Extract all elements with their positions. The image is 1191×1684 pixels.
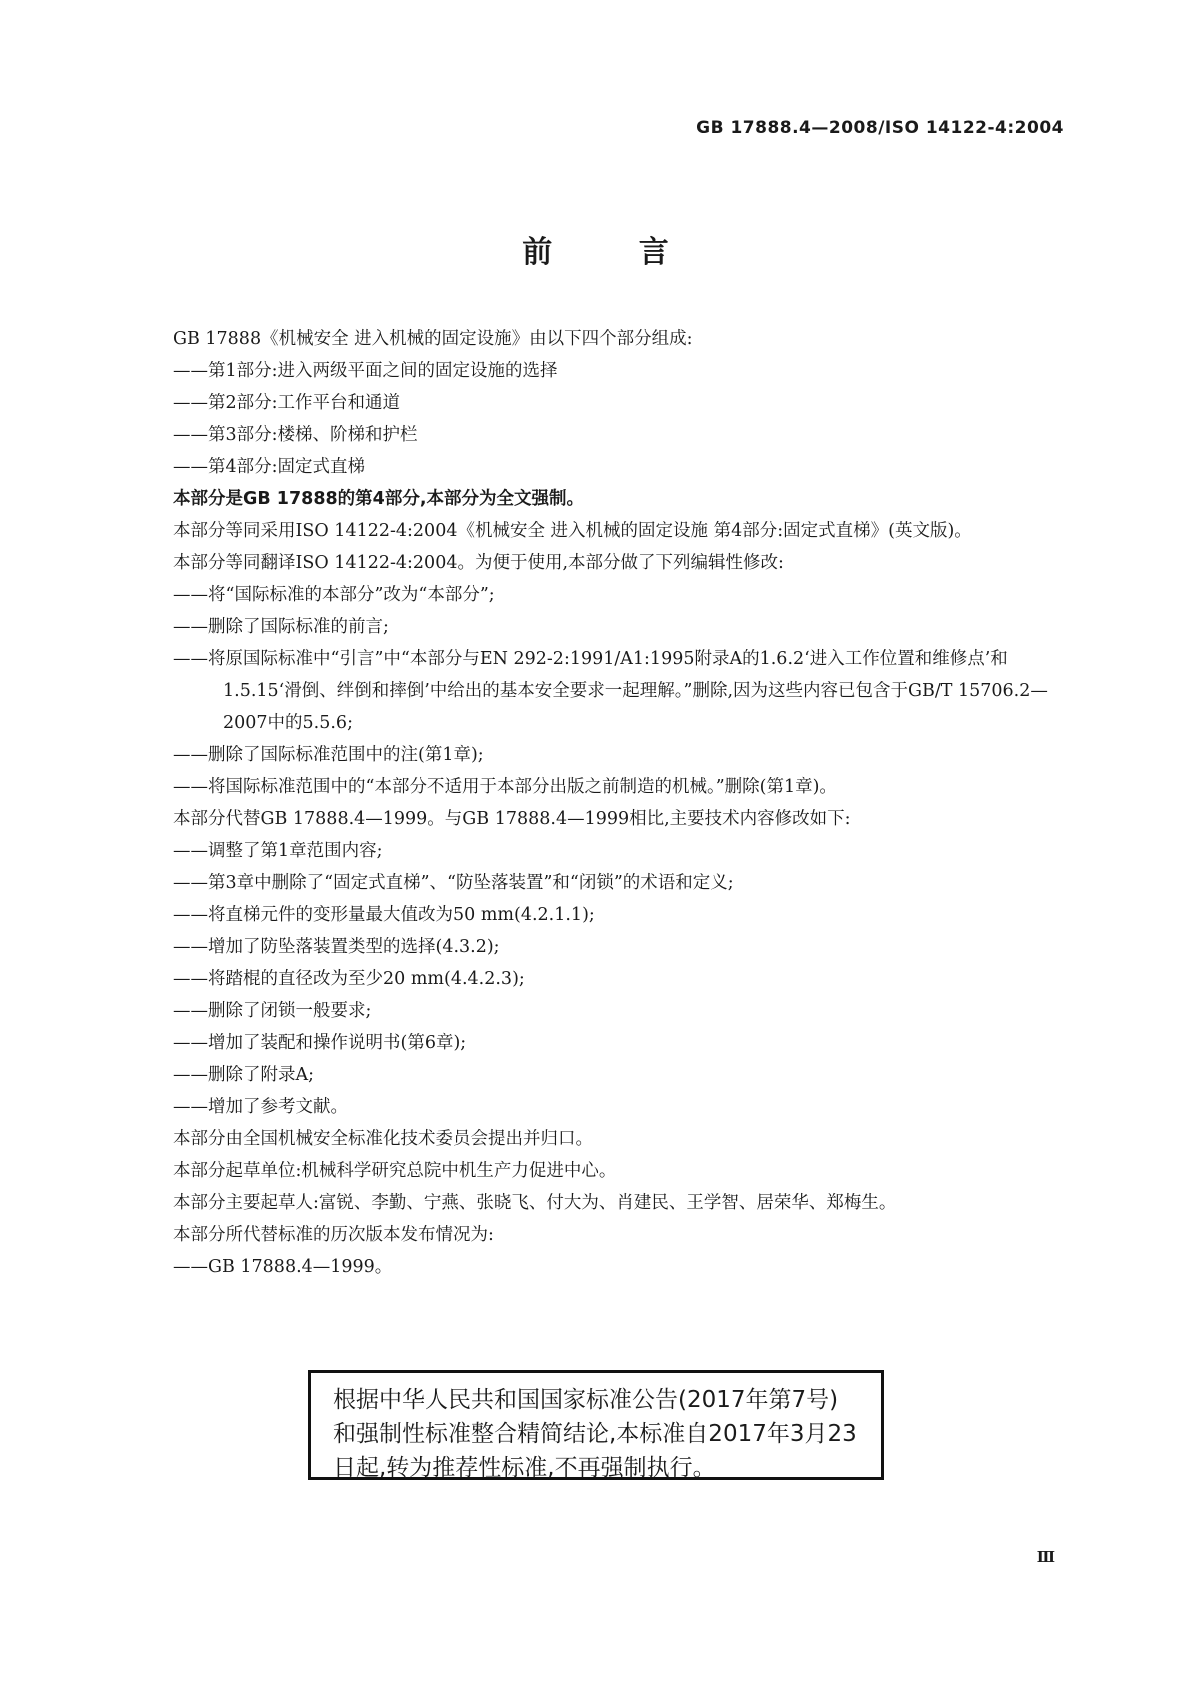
foreword-body [136,323,1061,1283]
list-item: ——删除了附录A; [173,1065,315,1085]
list-item: ——第4部分:固定式直梯 [173,457,366,477]
page-number: Ⅲ [1036,1548,1055,1566]
list-item: ——第1部分:进入两级平面之间的固定设施的选择 [173,361,558,381]
list-item: ——调整了第1章范围内容; [173,841,383,861]
paragraph: 本部分所代替标准的历次版本发布情况为: [173,1225,494,1245]
paragraph: 本部分代替GB 17888.4—1999。与GB 17888.4—1999相比,主要技术内容修改如下: [173,809,851,829]
page-title: 前 言 [522,235,707,270]
list-item: ——删除了国际标准范围中的注(第1章); [173,745,484,765]
list-item: ——第3章中删除了“固定式直梯”、“防坠落装置”和“闭锁”的术语和定义; [173,873,734,893]
paragraph: 本部分主要起草人:富锐、李勤、宁燕、张晓飞、付大为、肖建民、王学智、居荣华、郑梅生。 [173,1193,897,1213]
list-item: ——第2部分:工作平台和通道 [173,393,401,413]
list-item: ——GB 17888.4—1999。 [173,1257,393,1277]
list-item: ——增加了装配和操作说明书(第6章); [173,1033,467,1053]
paragraph: 本部分等同采用ISO 14122-4:2004《机械安全 进入机械的固定设施 第4部分:固定式直梯》(英文版)。 [173,521,972,541]
standard-number: GB 17888.4—2008/ISO 14122-4:2004 [696,118,1064,138]
paragraph: 本部分起草单位:机械科学研究总院中机生产力促进中心。 [173,1161,617,1181]
list-item: ——增加了防坠落装置类型的选择(4.3.2); [173,937,500,957]
list-item: ——增加了参考文献。 [173,1097,348,1117]
mandatory-statement: 本部分是GB 17888的第4部分,本部分为全文强制。 [173,489,585,509]
paragraph: 本部分等同翻译ISO 14122-4:2004。为便于使用,本部分做了下列编辑性修改: [173,553,784,573]
list-item: ——将“国际标准的本部分”改为“本部分”; [173,585,495,605]
notice-box: 根据中华人民共和国国家标准公告(2017年第7号)和强制性标准整合精简结论,本标准自2017年3月23日起,转为推荐性标准,不再强制执行。 [308,1370,884,1480]
list-item: ——将国际标准范围中的“本部分不适用于本部分出版之前制造的机械。”删除(第1章)。 [173,777,837,797]
list-item: ——删除了国际标准的前言; [173,617,389,637]
list-item: ——将原国际标准中“引言”中“本部分与EN 292-2:1991/A1:1995附录A的1.6.2‘进入工作位置和维修点’和1.5.15‘滑倒、绊倒和摔倒’中给出的基本安全要求一起理解。”删除,因为这些内容已包含于GB/T 15706.2—2007中的5.5.6; [173,649,1048,733]
list-item: ——将踏棍的直径改为至少20 mm(4.4.2.3); [173,969,525,989]
list-item: ——将直梯元件的变形量最大值改为50 mm(4.2.1.1); [173,905,595,925]
list-item: ——第3部分:楼梯、阶梯和护栏 [173,425,418,445]
paragraph: GB 17888《机械安全 进入机械的固定设施》由以下四个部分组成: [173,329,693,349]
list-item: ——删除了闭锁一般要求; [173,1001,372,1021]
paragraph: 本部分由全国机械安全标准化技术委员会提出并归口。 [173,1129,593,1149]
